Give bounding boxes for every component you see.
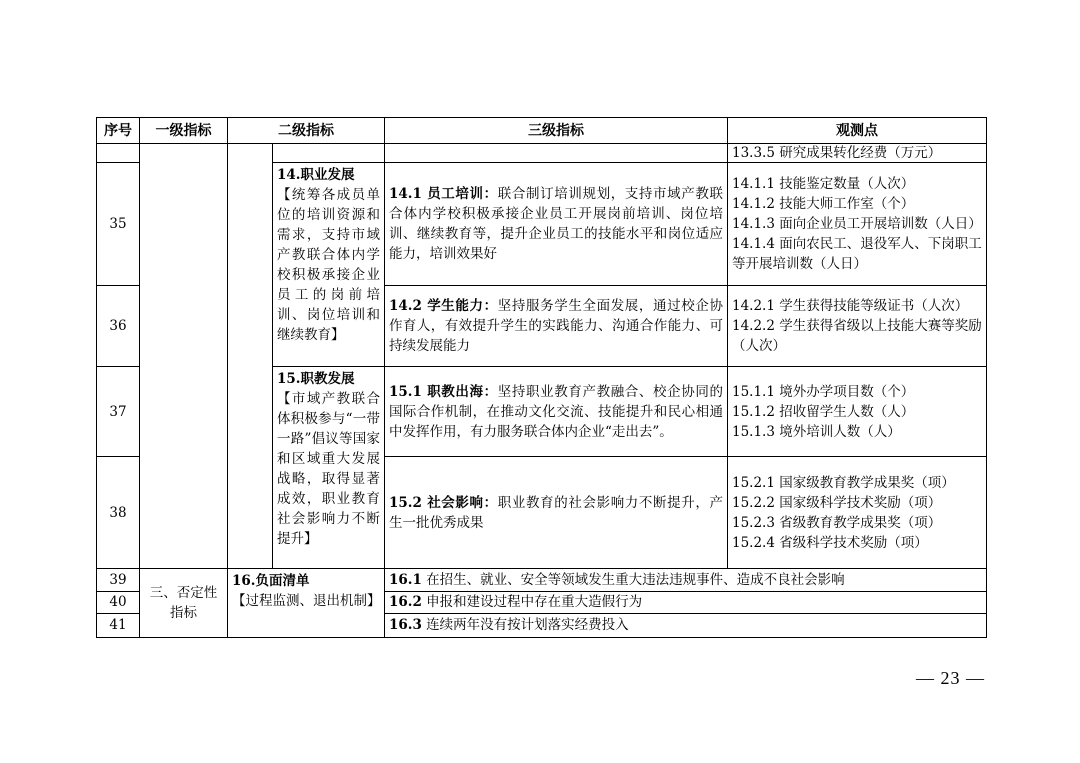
obs-item: 14.1.2 技能大师工作室（个）: [732, 196, 915, 212]
seq-cell: 41: [97, 613, 140, 637]
level3-title: 14.2 学生能力：: [389, 297, 498, 314]
level3-text: 在招生、就业、安全等领域发生重大违法违规事件、造成不良社会影响: [421, 571, 845, 588]
obs-cell: [728, 367, 987, 457]
level2-cell-15: [273, 367, 385, 569]
level2-text: 【过程监测、退出机制】: [232, 593, 381, 610]
header-level3: 三级指标: [385, 118, 728, 144]
table-row: [97, 144, 987, 163]
obs-item: 14.2.2 学生获得省级以上技能大赛等奖励（人次）: [732, 317, 982, 354]
level3-title: 16.3: [389, 617, 422, 634]
level3-text: 联合制订培训规划，支持市域产教联合体内学校积极承接企业员工开展岗前培训、岗位培训、继续教育等，提升企业员工的技能水平和岗位适应能力，培训效果好: [389, 186, 723, 262]
obs-cell: 13.3.5 研究成果转化经费（万元）: [728, 144, 987, 163]
seq-cell: 40: [97, 591, 140, 613]
seq-cell: 39: [97, 569, 140, 591]
level3-title: 14.1 员工培训：: [389, 186, 498, 202]
level3-text: 申报和建设过程中存在重大造假行为: [421, 594, 643, 611]
level3-title: 16.2: [389, 594, 422, 611]
obs-item: 15.1.3 境外培训人数（人）: [732, 423, 901, 440]
level2-cell-14: [273, 163, 385, 367]
level3-text: 坚持职业教育产教融合、校企协同的国际合作机制，在推动文化交流、技能提升和民心相通中发挥作用，有力服务联合体内企业“走出去”。: [389, 383, 723, 440]
obs-cell: [728, 285, 987, 367]
obs-item: 15.2.4 省级科学技术奖励（项）: [732, 534, 928, 551]
table-row: [97, 569, 987, 591]
seq-cell: 35: [97, 163, 140, 285]
level1-cell-negative: 三、否定性指标: [140, 569, 228, 638]
seq-cell: 36: [97, 285, 140, 367]
obs-item: 15.2.2 国家级科学技术奖励（项）: [732, 494, 942, 511]
obs-item: 15.2.3 省级教育教学成果奖（项）: [732, 514, 942, 531]
header-level1: 一级指标: [140, 118, 228, 144]
level3-text: 职业教育的社会影响力不断提升，产生一批优秀成果: [389, 494, 723, 531]
level2-text: 【统筹各成员单位的培训资源和需求，支持市域产教联合体内学校积极承接企业员工的岗前培训、岗位培训和继续教育】: [277, 187, 380, 344]
seq-cell: 37: [97, 367, 140, 457]
level3-cell: [385, 569, 987, 591]
level3-cell: [385, 163, 728, 285]
level3-cell: [385, 457, 728, 569]
level3-title: 15.1 职教出海：: [389, 383, 498, 400]
obs-item: 14.1.4 面向农民工、退役军人、下岗职工等开展培训数（人日）: [732, 236, 982, 272]
header-obs: 观测点: [728, 118, 987, 144]
level3-title: 15.2 社会影响：: [389, 494, 498, 511]
obs-item: 14.1.3 面向企业员工开展培训数（人日）: [732, 216, 982, 232]
level2-title: 16.负面清单: [232, 573, 310, 590]
header-seq: 序号: [97, 118, 140, 144]
obs-item: 15.2.1 国家级教育教学成果奖（项）: [732, 474, 955, 491]
level3-cell: [385, 591, 987, 613]
level3-empty-cell: [385, 144, 728, 163]
level2-title: 14.职业发展: [277, 167, 355, 184]
level2-empty-cell: [273, 144, 385, 163]
level2-margin-cell: [228, 144, 273, 569]
level3-cell: [385, 367, 728, 457]
obs-item: 14.2.1 学生获得技能等级证书（人次）: [732, 297, 969, 314]
level2-title: 15.职教发展: [277, 371, 355, 388]
level2-cell-16: [228, 569, 385, 638]
obs-cell: [728, 457, 987, 569]
header-row: [97, 118, 987, 144]
header-level2: 二级指标: [228, 118, 385, 144]
level3-cell: [385, 613, 987, 637]
obs-item: 15.1.1 境外办学项目数（个）: [732, 383, 915, 400]
obs-cell: [728, 163, 987, 285]
level3-cell: [385, 285, 728, 367]
indicator-table: [96, 117, 987, 638]
level3-text: 坚持服务学生全面发展，通过校企协作育人，有效提升学生的实践能力、沟通合作能力、可持续发展能力: [389, 297, 723, 354]
level1-cell-empty: [140, 144, 228, 569]
obs-item: 15.1.2 招收留学生人数（人）: [732, 403, 915, 420]
level3-text: 连续两年没有按计划落实经费投入: [421, 617, 629, 634]
level2-text: 【市域产教联合体积极参与“一带一路”倡议等国家和区域重大发展战略，取得显著成效，职业教育社会影响力不断提升】: [277, 391, 380, 548]
page-number: — 23 —: [916, 668, 985, 688]
seq-cell: [97, 144, 140, 163]
level3-title: 16.1: [389, 571, 422, 588]
seq-cell: 38: [97, 457, 140, 569]
obs-item: 14.1.1 技能鉴定数量（人次）: [732, 176, 915, 192]
